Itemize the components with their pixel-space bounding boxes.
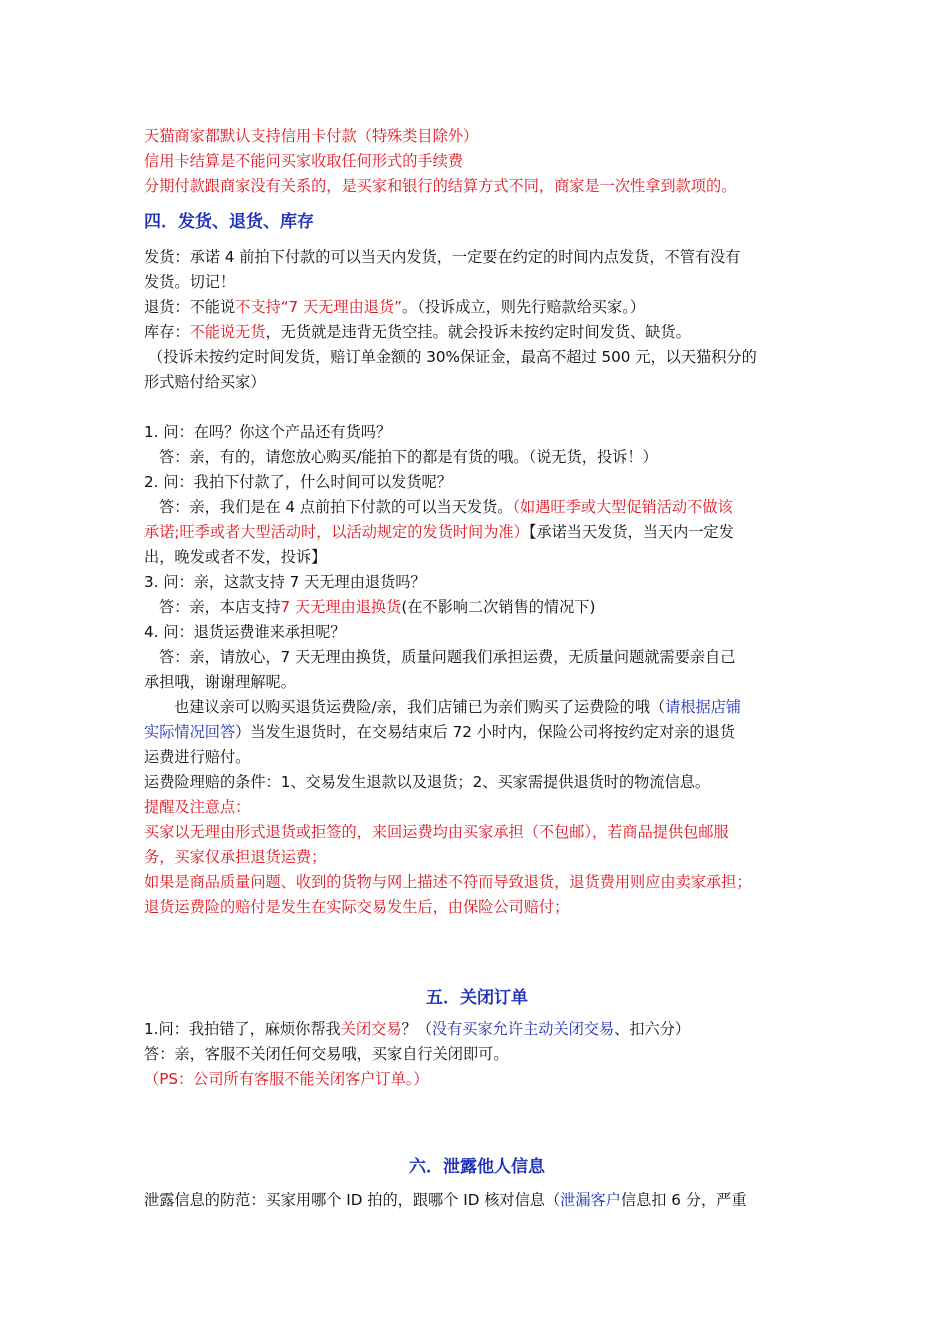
shipping-rule-line-2: 发货。切记！ — [144, 273, 236, 291]
answer-2-exception-cont: 承诺;旺季或者大型活动时，以活动规定的发货时间为准） — [144, 523, 529, 541]
answer-4-line-1: 答：亲，请放心，7 天无理由换货，质量问题我们承担运费，无质量问题就需要亲自己 — [159, 648, 736, 666]
question-3: 3. 问：亲，这款支持 7 天无理由退货吗？ — [144, 573, 426, 591]
stock-rule-label: 库存： — [144, 323, 190, 341]
stock-penalty-line-1: （投诉未按约定时间发货，赔订单金额的 30%保证金，最高不超过 500 元，以天猫积分的 — [148, 348, 757, 366]
insurance-suggestion-note: 请根据店铺 — [665, 698, 742, 716]
section-4-heading: 四．发货、退货、库存 — [144, 212, 314, 232]
close-order-answer: 答：亲，客服不关闭任何交易哦，买家自行关闭即可。 — [144, 1045, 509, 1063]
insurance-suggestion-line-1 — [144, 695, 810, 720]
answer-4-line-2: 承担哦，谢谢理解呢。 — [144, 673, 296, 691]
info-leak-highlight: 泄漏客户 — [560, 1191, 621, 1209]
return-rule-note: 。（投诉成立，则先行赔款给买家。） — [402, 298, 646, 316]
close-order-highlight: 关闭交易 — [340, 1020, 402, 1038]
insurance-suggestion-line-3: 运费进行赔付。 — [144, 748, 251, 766]
insurance-suggestion-line-2 — [144, 720, 810, 745]
answer-1: 答：亲，有的，请您放心购买/能拍下的都是有货的哦。（说无货，投诉！） — [159, 448, 658, 466]
question-4: 4. 问：退货运费谁来承担呢？ — [144, 623, 346, 641]
reminder-heading: 提醒及注意点： — [144, 798, 251, 816]
question-2: 2. 问：我拍下付款了，什么时间可以发货呢？ — [144, 473, 452, 491]
answer-3-highlight: 7 天无理由退换货 — [280, 598, 402, 616]
answer-3-condition: (在不影响二次销售的情况下) — [401, 598, 596, 616]
insurance-suggestion-text: 也建议亲可以购买退货运费险/亲，我们店铺已为亲们购买了运费险的哦（ — [174, 698, 666, 716]
info-leak-penalty: 信息扣 6 分，严重 — [620, 1191, 747, 1209]
answer-2-line-1 — [144, 495, 810, 520]
info-leak-rule — [144, 1188, 810, 1213]
close-order-ps: （PS：公司所有客服不能关闭客户订单。） — [144, 1070, 429, 1088]
shipping-rule-line-1: 发货：承诺 4 前拍下付款的可以当天内发货，一定要在约定的时间内点发货，不管有没有 — [144, 248, 741, 266]
answer-2-promise: 【承诺当天发货，当天内一定发 — [528, 523, 734, 541]
stock-penalty-line-2: 形式赔付给买家） — [144, 373, 266, 391]
reminder-3: 退货运费险的赔付是发生在实际交易发生后，由保险公司赔付； — [144, 898, 570, 916]
answer-3 — [144, 595, 810, 620]
answer-2-line-3: 出，晚发或者不发，投诉】 — [144, 548, 327, 566]
answer-3-text: 答：亲，本店支持 — [159, 598, 281, 616]
close-order-paren: ？（ — [401, 1020, 432, 1038]
stock-rule — [144, 320, 810, 345]
answer-2-text: 答：亲，我们是在 4 点前拍下付款的可以当天发货。 — [159, 498, 513, 516]
intro-line-3: 分期付款跟商家没有关系的，是买家和银行的结算方式不同，商家是一次性拿到款项的。 — [144, 177, 737, 195]
reminder-1-line-1: 买家以无理由形式退货或拒签的，来回运费均由买家承担（不包邮），若商品提供包邮服 — [144, 823, 729, 841]
reminder-1-line-2: 务，买家仅承担退货运费； — [144, 848, 327, 866]
intro-line-2: 信用卡结算是不能问买家收取任何形式的手续费 — [144, 152, 463, 170]
document-body — [144, 124, 810, 1213]
insurance-conditions: 运费险理赔的条件：1、交易发生退款以及退货；2、买家需提供退货时的物流信息。 — [144, 773, 711, 791]
return-rule-warning: 不支持“7 天无理由退货” — [235, 298, 403, 316]
section-5-heading: 五．关闭订单 — [426, 988, 528, 1008]
return-rule-label: 退货：不能说 — [144, 298, 236, 316]
insurance-suggestion-note-cont: 实际情况回答 — [144, 723, 236, 741]
reminder-2: 如果是商品质量问题、收到的货物与网上描述不符而导致退货，退货费用则应由卖家承担； — [144, 873, 752, 891]
section-6-heading: 六．泄露他人信息 — [409, 1157, 545, 1177]
answer-2-line-2 — [144, 520, 810, 545]
answer-2-exception: （如遇旺季或大型促销活动不做该 — [512, 498, 733, 516]
return-rule — [144, 295, 810, 320]
stock-rule-warning: 不能说无货 — [189, 323, 266, 341]
insurance-suggestion-detail: ）当发生退货时，在交易结束后 72 小时内，保险公司将按约定对亲的退货 — [235, 723, 735, 741]
close-order-penalty-note: 没有买家允许主动关闭交易 — [431, 1020, 615, 1038]
close-order-question-text: 1.问：我拍错了，麻烦你帮我 — [144, 1020, 341, 1038]
close-order-question — [144, 1017, 810, 1042]
info-leak-rule-text: 泄露信息的防范：买家用哪个 ID 拍的，跟哪个 ID 核对信息（ — [144, 1191, 561, 1209]
stock-rule-note: ，无货就是违背无货空挂。就会投诉未按约定时间发货、缺货。 — [265, 323, 691, 341]
intro-line-1: 天猫商家都默认支持信用卡付款（特殊类目除外） — [144, 127, 479, 145]
question-1: 1. 问：在吗？你这个产品还有货吗？ — [144, 423, 392, 441]
close-order-penalty: 、扣六分） — [614, 1020, 691, 1038]
